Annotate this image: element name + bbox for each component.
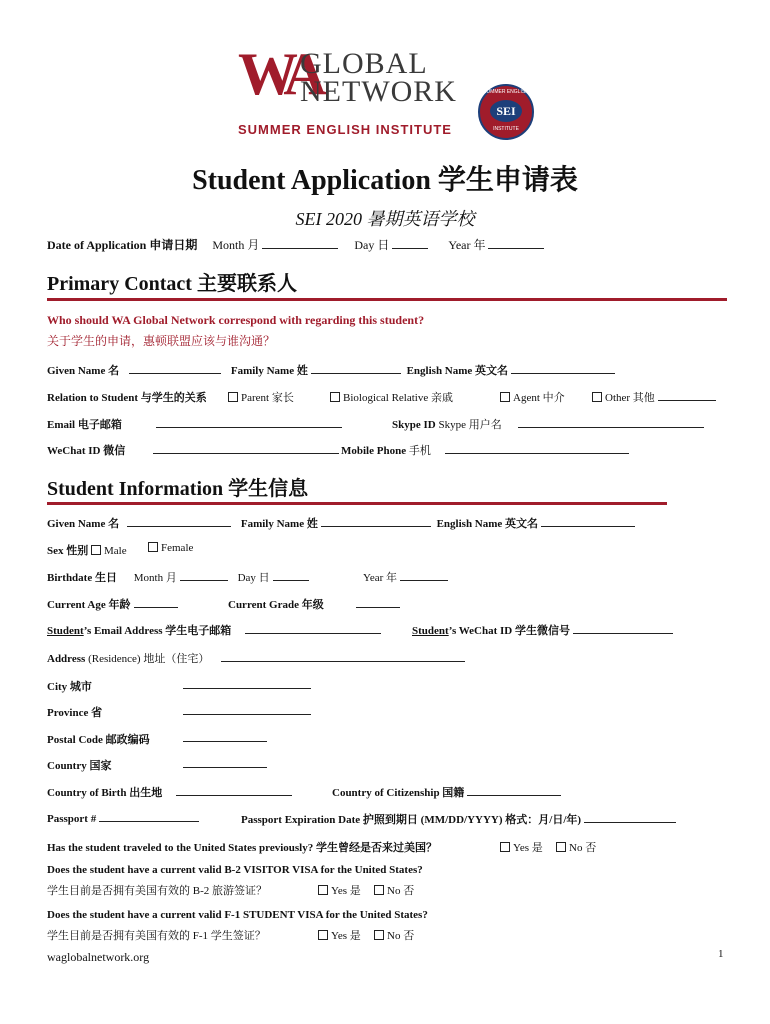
primary-family-name-label: Family Name 姓: [230, 365, 308, 377]
passport-exp-label: Passport Expiration Date 护照到期日 (MM/DD/YYYY) 格式：月/日/年): [241, 814, 582, 826]
date-day-field[interactable]: [392, 238, 428, 249]
logo-line1: GLOBAL: [300, 47, 428, 80]
student-wechat-label: ’s WeChat ID 学生微信号: [448, 625, 570, 637]
checkbox-icon[interactable]: [374, 930, 384, 940]
yes-label: Yes 是: [331, 885, 361, 897]
checkbox-icon[interactable]: [374, 885, 384, 895]
student-email-field[interactable]: [245, 623, 381, 634]
mobile-row: [341, 442, 632, 458]
student-names-row: [47, 515, 638, 531]
section-divider: [47, 298, 727, 301]
sex-female-option[interactable]: [148, 542, 193, 554]
city-field[interactable]: [183, 678, 311, 689]
primary-wechat-label: WeChat ID 微信: [47, 445, 126, 457]
citizenship-label: Country of Citizenship 国籍: [332, 787, 465, 799]
address-label: Address: [47, 653, 86, 665]
other-label: Other 其他: [605, 392, 655, 404]
relation-bio-option[interactable]: [330, 389, 453, 405]
student-family-name-field[interactable]: [321, 516, 431, 527]
page-number: 1: [718, 948, 724, 960]
citizenship-row: [332, 784, 564, 800]
skype-row: [392, 416, 707, 432]
primary-english-name-label: English Name 英文名: [406, 365, 509, 377]
date-year-label: Year 年: [448, 238, 486, 252]
logo-text: [300, 47, 457, 108]
skype-label: Skype ID: [392, 419, 436, 431]
relation-agent-option[interactable]: [500, 389, 565, 405]
b2-question-en: Does the student have a current valid B-2 VISITOR VISA for the United States?: [47, 864, 423, 876]
birth-country-row: [47, 784, 295, 800]
passport-row: [47, 811, 202, 825]
primary-email-row: [47, 416, 345, 432]
yes-label: Yes 是: [331, 930, 361, 942]
province-label: Province 省: [47, 707, 103, 719]
primary-email-field[interactable]: [156, 417, 342, 428]
passport-exp-row: [241, 811, 679, 827]
birth-month-field[interactable]: [180, 570, 228, 581]
address-label-rest: (Residence) 地址（住宅）: [88, 653, 210, 665]
skype-label-cn: Skype 用户名: [438, 419, 502, 431]
birthdate-row: [47, 569, 312, 585]
relation-row: [47, 389, 207, 405]
birth-month-label: Month 月: [133, 572, 177, 584]
passport-field[interactable]: [99, 811, 199, 822]
no-label: No 否: [387, 885, 415, 897]
relation-label: Relation to Student 与学生的关系: [47, 392, 207, 404]
b2-no-option[interactable]: [374, 882, 414, 898]
student-wechat-field[interactable]: [573, 623, 673, 634]
country-label: Country 国家: [47, 760, 112, 772]
mobile-label: Mobile Phone: [341, 445, 407, 457]
birth-day-field[interactable]: [273, 570, 309, 581]
birth-country-label: Country of Birth 出生地: [47, 787, 163, 799]
page-subtitle: SEI 2020 暑期英语学校: [295, 209, 475, 229]
student-english-name-field[interactable]: [541, 516, 635, 527]
relation-other-field[interactable]: [658, 390, 716, 401]
mobile-field[interactable]: [445, 443, 629, 454]
sei-seal-icon: [478, 84, 534, 140]
student-email-label: ’s Email Address 学生电子邮箱: [83, 625, 232, 637]
primary-names-row: [47, 362, 618, 378]
birth-year-group: [363, 569, 451, 585]
address-field[interactable]: [221, 651, 465, 662]
primary-given-name-field[interactable]: [129, 363, 221, 374]
relation-parent-option[interactable]: [228, 389, 294, 405]
checkbox-icon[interactable]: [228, 392, 238, 402]
primary-english-name-field[interactable]: [511, 363, 615, 374]
checkbox-icon[interactable]: [592, 392, 602, 402]
province-field[interactable]: [183, 704, 311, 715]
logo-subtitle: SUMMER ENGLISH INSTITUTE: [238, 122, 452, 137]
b2-yes-option[interactable]: [318, 882, 361, 898]
checkbox-icon[interactable]: [91, 545, 101, 555]
checkbox-icon[interactable]: [556, 842, 566, 852]
primary-wechat-row: [47, 442, 342, 458]
primary-wechat-field[interactable]: [153, 443, 339, 454]
f1-question-en: Does the student have a current valid F-1 STUDENT VISA for the United States?: [47, 909, 428, 921]
seal-top-text: SUMMER ENGLISH: [483, 89, 529, 95]
address-row: [47, 650, 468, 666]
no-label: No 否: [387, 930, 415, 942]
age-label: Current Age 年龄: [47, 599, 131, 611]
primary-given-name-label: Given Name 名: [47, 365, 120, 377]
traveled-no-option[interactable]: [556, 839, 596, 855]
student-email-row: [47, 622, 384, 638]
logo-line2: NETWORK: [300, 75, 457, 108]
age-row: [47, 596, 181, 612]
no-label: No 否: [569, 842, 597, 854]
bio-label: Biological Relative 亲戚: [343, 392, 453, 404]
grade-label: Current Grade 年级: [228, 599, 324, 611]
sex-label: Sex 性别: [47, 545, 89, 557]
student-given-name-field[interactable]: [127, 516, 231, 527]
agent-label: Agent 中介: [513, 392, 565, 404]
checkbox-icon[interactable]: [318, 930, 328, 940]
student-info-heading: Student Information 学生信息: [47, 478, 309, 500]
passport-label: Passport #: [47, 813, 97, 825]
postal-code-field[interactable]: [183, 731, 267, 742]
b2-question-cn: 学生目前是否拥有美国有效的 B-2 旅游签证？: [47, 885, 267, 897]
birth-year-label: Year 年: [363, 572, 398, 584]
student-email-label-pre: Student: [47, 625, 84, 637]
passport-exp-field[interactable]: [584, 812, 676, 823]
section-divider: [47, 502, 667, 505]
citizenship-field[interactable]: [467, 785, 561, 796]
checkbox-icon[interactable]: [318, 885, 328, 895]
student-wechat-label-pre: Student: [412, 625, 449, 637]
student-english-name-label: English Name 英文名: [436, 518, 539, 530]
primary-question-cn: 关于学生的申请，惠顿联盟应该与谁沟通？: [47, 334, 276, 348]
date-day-label: Day 日: [354, 238, 390, 252]
seal-bottom-text: INSTITUTE: [493, 126, 519, 132]
traveled-yes-option[interactable]: [500, 839, 543, 855]
date-year-field[interactable]: [488, 238, 544, 249]
checkbox-icon[interactable]: [148, 542, 158, 552]
date-month-field[interactable]: [262, 238, 338, 249]
skype-field[interactable]: [518, 417, 704, 428]
student-wechat-row: [412, 622, 676, 638]
postal-code-label: Postal Code 邮政编码: [47, 734, 150, 746]
date-label: Date of Application 申请日期: [47, 238, 198, 252]
primary-contact-heading: Primary Contact 主要联系人: [47, 273, 297, 295]
seal-center-text: SEI: [490, 100, 522, 122]
mobile-label-cn: 手机: [408, 445, 431, 457]
birth-day-label: Day 日: [237, 572, 270, 584]
checkbox-icon[interactable]: [500, 842, 510, 852]
primary-email-label: Email 电子邮箱: [47, 419, 122, 431]
checkbox-icon[interactable]: [500, 392, 510, 402]
birth-year-field[interactable]: [400, 570, 448, 581]
checkbox-icon[interactable]: [330, 392, 340, 402]
page-title: Student Application 学生申请表: [192, 165, 578, 196]
parent-label: Parent 家长: [241, 392, 294, 404]
f1-no-option[interactable]: [374, 927, 414, 943]
logo-mark: WA: [238, 41, 319, 107]
grade-row: [228, 596, 403, 612]
date-month-label: Month 月: [212, 238, 260, 252]
footer-website: waglobalnetwork.org: [47, 950, 150, 964]
traveled-question: Has the student traveled to the United States previously? 学生曾经是否来过美国？: [47, 842, 437, 854]
male-label: Male: [104, 545, 127, 557]
sex-row: [47, 542, 127, 558]
city-label: City 城市: [47, 681, 92, 693]
birthdate-label: Birthdate 生日: [47, 572, 117, 584]
primary-question-en: Who should WA Global Network correspond with regarding this student?: [47, 313, 425, 327]
student-given-name-label: Given Name 名: [47, 518, 120, 530]
yes-label: Yes 是: [513, 842, 543, 854]
country-field[interactable]: [183, 757, 267, 768]
f1-question-cn: 学生目前是否拥有美国有效的 F-1 学生签证？: [47, 930, 266, 942]
age-field[interactable]: [134, 597, 178, 608]
female-label: Female: [161, 542, 194, 554]
sex-male-option[interactable]: [91, 545, 127, 557]
student-family-name-label: Family Name 姓: [240, 518, 318, 530]
date-of-application-row: [47, 236, 547, 253]
f1-yes-option[interactable]: [318, 927, 361, 943]
primary-family-name-field[interactable]: [311, 363, 401, 374]
birth-country-field[interactable]: [176, 785, 292, 796]
relation-other-option[interactable]: [592, 389, 719, 405]
grade-field[interactable]: [356, 597, 400, 608]
